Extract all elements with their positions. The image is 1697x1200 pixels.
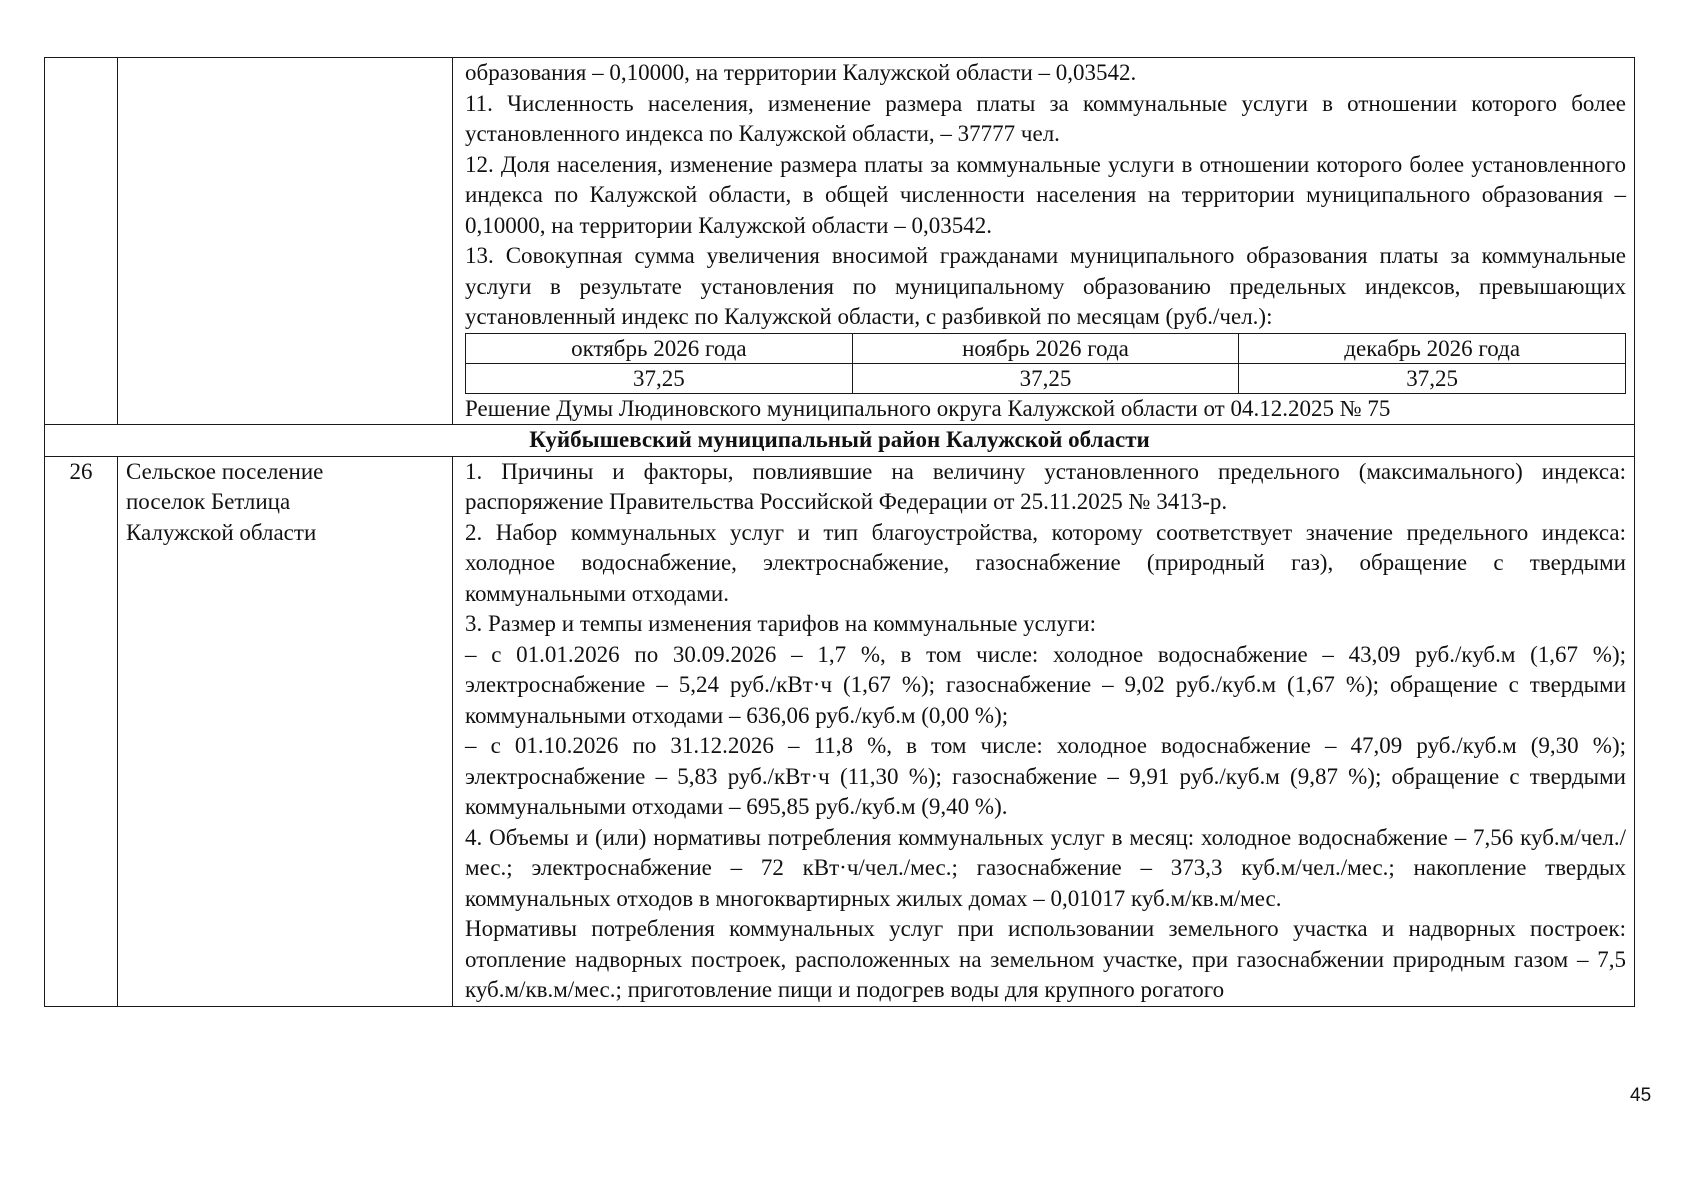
table-row <box>45 456 1635 1006</box>
column-header: октябрь 2026 года <box>466 333 853 363</box>
paragraph: 11. Численность населения, изменение размера платы за коммунальные услуги в отношении которого более установленного индекса по Калужской области, – 37777 чел. <box>465 90 1626 146</box>
name-cell <box>118 58 453 425</box>
region-heading: Куйбышевский муниципальный район Калужской области <box>45 425 1635 457</box>
entry-name <box>118 456 453 1006</box>
table-row <box>45 58 1635 425</box>
paragraph: 12. Доля населения, изменение размера платы за коммунальные услуги в отношении которого более установленного индекса по Калужской области, в общей численности населения на территории муниципального образования – 0,10000, на территории Калужской области – 0,03542. <box>465 151 1626 238</box>
paragraph: образования – 0,10000, на территории Калужской области – 0,03542. <box>465 60 1137 85</box>
decision-reference: Решение Думы Людиновского муниципального округа Калужской области от 04.12.2025 № 75 <box>465 395 1391 421</box>
entry-name-line: Калужской области <box>126 519 317 545</box>
column-header: ноябрь 2026 года <box>852 333 1239 363</box>
entry-name-line: поселок Бетлица <box>126 489 291 514</box>
paragraph: 13. Совокупная сумма увеличения вносимой гражданами муниципального образования платы за коммунальные услуги в результате установления по муниципальному образованию предельных индексов, превышающих установленный индекс по Калужской области, с разбивкой по месяцам (руб./чел.): <box>465 243 1626 329</box>
paragraph: 2. Набор коммунальных услуг и тип благоустройства, которому соответствует значение предельного индекса: холодное водоснабжение, электроснабжение, газоснабжение (природный газ), обращение с твердыми коммунальными отходами. <box>465 519 1626 606</box>
paragraph: 1. Причины и факторы, повлиявшие на величину установленного предельного (максимального) индекса: распоряжение Правительства Российской Федерации от 25.11.2025 № 3413-р. <box>465 458 1626 514</box>
page-number: 45 <box>1630 1085 1652 1106</box>
entry-number: 26 <box>45 456 118 1006</box>
paragraph: – с 01.01.2026 по 30.09.2026 – 1,7 %, в том числе: холодное водоснабжение – 43,09 руб./куб.м (1,67 %); электроснабжение – 5,24 руб./кВт·ч (1,67 %); газоснабжение – 9,02 руб./куб.м (1,67 %); обращение с твердыми коммунальными отходами – 636,06 руб./куб.м (0,00 %); <box>465 641 1626 728</box>
paragraph: – с 01.10.2026 по 31.12.2026 – 11,8 %, в том числе: холодное водоснабжение – 47,09 руб./куб.м (9,30 %); электроснабжение – 5,83 руб./кВт·ч (11,30 %); газоснабжение – 9,91 руб./куб.м (9,87 %); обращение с твердыми коммунальными отходами – 695,85 руб./куб.м (9,40 %). <box>465 733 1626 819</box>
column-header: декабрь 2026 года <box>1239 333 1626 363</box>
table-cell: 37,25 <box>466 363 853 393</box>
paragraph: Нормативы потребления коммунальных услуг при использовании земельного участка и надворных построек: отопление надворных построек, расположенных на земельном участке, при газоснабжении природным газом – 7,5 куб.м/кв.м/мес.; приготовление пищи и подогрев воды для крупного рогатого <box>465 916 1626 1002</box>
document-table <box>44 57 1635 1007</box>
table-cell: 37,25 <box>1239 363 1626 393</box>
table-header-row <box>466 333 1626 363</box>
content-cell <box>453 456 1635 1006</box>
monthly-sum-table <box>465 333 1626 394</box>
content-cell <box>453 58 1635 425</box>
region-heading-row <box>45 425 1635 457</box>
paragraph: 3. Размер и темпы изменения тарифов на коммунальные услуги: <box>465 611 1096 636</box>
table-row <box>466 363 1626 393</box>
number-cell <box>45 58 118 425</box>
entry-name-line: Сельское поселение <box>126 458 324 484</box>
paragraph: 4. Объемы и (или) нормативы потребления коммунальных услуг в месяц: холодное водоснабжение – 7,56 куб.м/чел./мес.; электроснабжение – 72 кВт·ч/чел./мес.; газоснабжение – 373,3 куб.м/чел./мес.; накопление твердых коммунальных отходов в многоквартирных жилых домах – 0,01017 куб.м/кв.м/мес. <box>465 824 1626 911</box>
table-cell: 37,25 <box>852 363 1239 393</box>
